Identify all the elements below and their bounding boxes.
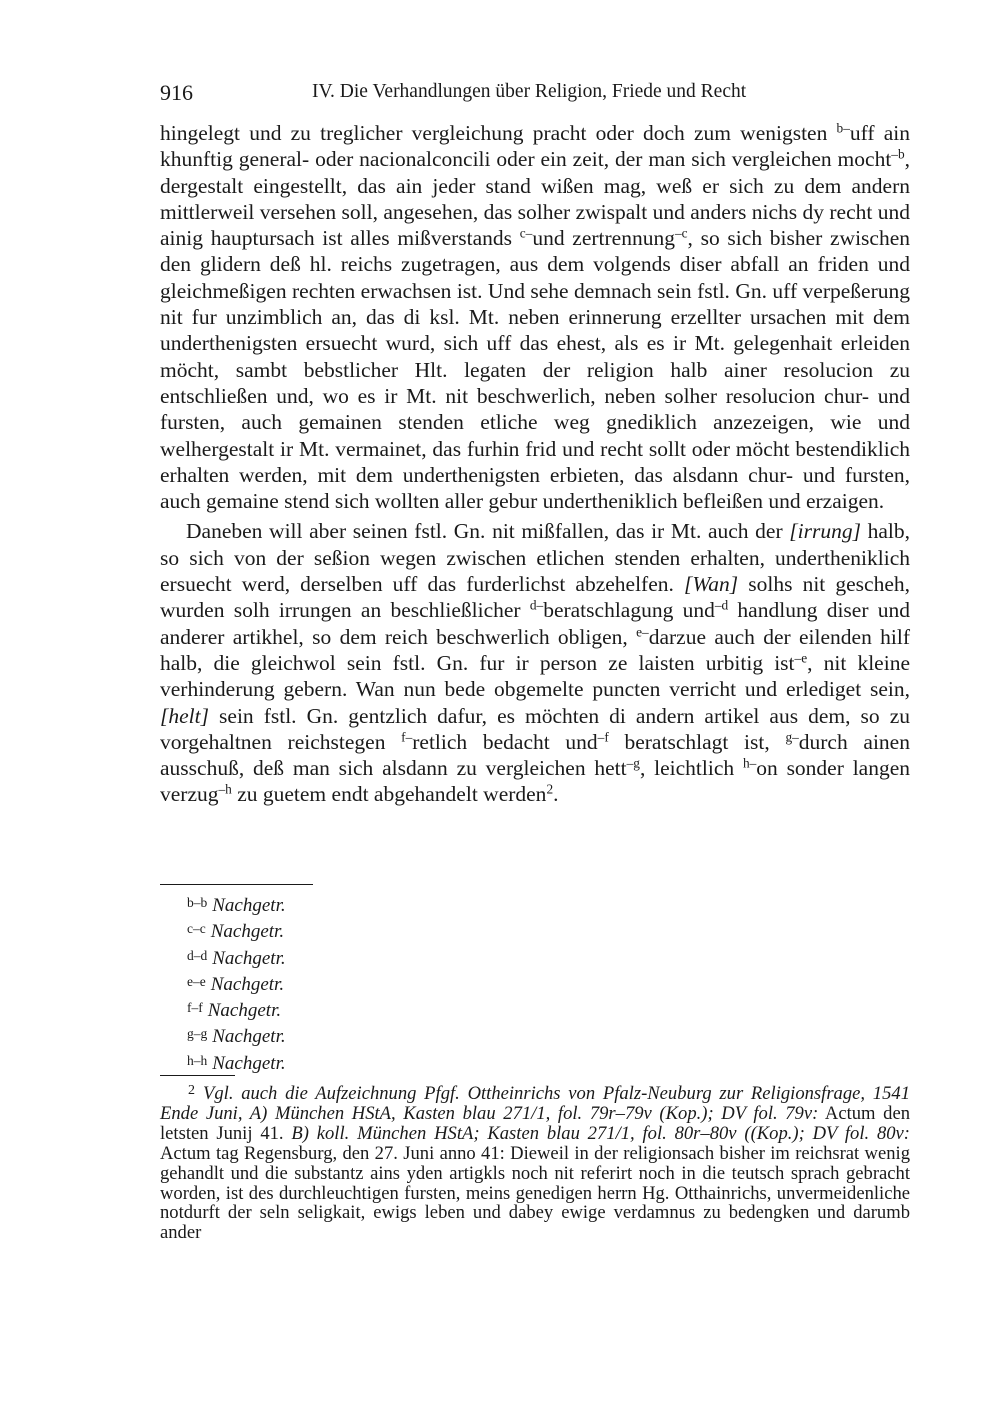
apparatus-marker: –c (674, 225, 688, 241)
note-mark: f–f (187, 1000, 203, 1016)
italic-text: Vgl. auch die Aufzeichnung Pfgf. Ottheinrichs von Pfalz-Neuburg zur Religionsfrage, 1541 Ende Juni, A) München HStA, Kasten blau 271/1, fol. 79r–79v (Kop.); DV fol. 79v: (160, 1083, 910, 1124)
textual-notes-rule (160, 884, 313, 885)
main-text (160, 120, 910, 808)
note-text: Nachgetr. (212, 1052, 286, 1074)
note-mark: d–d (187, 947, 208, 963)
text-run: beratschlagt ist, (608, 729, 786, 754)
apparatus-marker: –h (218, 782, 232, 798)
textual-note (160, 996, 460, 1022)
text-run: darzue auch der eilenden hilf halb, die gleichwol sein fstl. Gn. fur ir person ze laisten urbitig ist (160, 624, 911, 675)
note-mark: h–h (187, 1052, 208, 1068)
text-run: sein fstl. Gn. gentzlich dafur, es möchten di andern artikel aus dem, so zu vorgehaltnen reichstegen (160, 703, 910, 754)
text-run: uff ain khunftig general- oder nacionalconcili oder ein zeit, der man sich vergleichen mocht (160, 121, 910, 172)
italic-text: B) koll. München HStA; Kasten blau 271/1, fol. 80r–80v ((Kop.); DV fol. 80v: (291, 1122, 910, 1144)
body-paragraph-2 (160, 518, 910, 807)
apparatus-marker: –d (714, 598, 729, 614)
italic-text: [irrung] (789, 519, 861, 544)
apparatus-marker: 2 (546, 782, 554, 798)
page-number: 916 (160, 80, 193, 105)
apparatus-marker: b– (836, 120, 850, 136)
footnote-number: 2 (188, 1083, 195, 1098)
apparatus-marker: d– (529, 598, 544, 614)
text-run: solhs nit gescheh, wurden solh irrungen an beschließlicher (160, 572, 911, 623)
note-text: Nachgetr. (210, 921, 285, 943)
apparatus-marker: h– (742, 755, 757, 771)
italic-text: [Wan] (684, 572, 739, 597)
note-text: Nachgetr. (212, 895, 286, 916)
italic-text: [helt] (160, 703, 209, 728)
note-text: Nachgetr. (207, 1000, 282, 1022)
textual-note (160, 1022, 460, 1048)
running-title: IV. Die Verhandlungen über Religion, Friede und Recht (312, 81, 747, 102)
note-text: Nachgetr. (212, 1026, 286, 1048)
text-run: hingelegt und zu treglicher vergleichung pracht oder doch zum wenigsten (160, 121, 837, 145)
footnote-rule (160, 1075, 235, 1076)
text-run: Actum den letsten Junij 41. (160, 1102, 911, 1144)
apparatus-marker: –b (891, 146, 905, 162)
textual-note (160, 917, 460, 943)
text-run: , nit kleine verhinderung gebern. Wan nun bede obgemelte puncten verricht und erlediget sein, (160, 650, 910, 702)
text-run: on sonder langen verzug (160, 756, 911, 807)
note-text: Nachgetr. (212, 947, 286, 969)
note-text: Nachgetr. (210, 973, 285, 995)
text-run: durch ainen ausschuß, deß man sich alsdann zu vergleichen hett (160, 729, 910, 781)
textual-note (160, 970, 460, 996)
text-run: Actum tag Regensburg, den 27. Juni anno 41: Dieweil in der religionsach bisher im reichsrat wenig gehandlt und die substantz ains yden artigkls noch nit referirt noch in die teutsch sprach gebracht worden, ist des durchleuchtigen fursten, meins genedigen herrn Hg. Otthainrichs, unvermeidenliche notdurft der seln seligkait, ewigs leben und dabey ewige verdamnus zu bedengken und darumb ander (160, 1142, 910, 1244)
textual-note (160, 891, 460, 917)
text-run: zu guetem endt abgehandelt werden (231, 782, 547, 807)
text-run: Daneben will aber seinen fstl. Gn. nit mißfallen, das ir Mt. auch der (186, 519, 790, 544)
page-header (160, 80, 910, 108)
text-run: retlich bedacht und (412, 729, 598, 754)
apparatus-marker: c– (519, 225, 533, 241)
text-run: und zertrennung (532, 226, 675, 251)
textual-notes (160, 891, 460, 1075)
note-mark: e–e (187, 973, 206, 989)
text-run: , so sich bisher zwischen den glidern deß hl. reichs zugetragen, aus dem volgends diser abfall an friden und gleichmeßigen rechten erwachsen ist. Und sehe demnach sein fstl. Gn. uff verpeßerung nit fur unzimblich an, das di ksl. Mt. neben erinnerung erzellter ursachen mit dem underthenigsten ersuecht wurd, sich uff das ehest, als es ir Mt. gelegenhait erleiden möcht, sambt bebstlicher Hlt. legaten der religion halb ainer resolucion zu entschließen und, wo es ir Mt. nit beschwerlich, neben solher resolucion chur- und fursten, auch gemainen stenden etliche weg gnediklich anzezeigen, wie und welhergestalt ir Mt. vermainet, das furhin frid und recht sollt oder möcht bestendiklich erhalten werden, mit dem underthenigsten erbieten, das alsdann chur- und fursten, auch gemaine stend sich wollten aller gebur undertheniklich befleißen und erzaigen. (160, 226, 911, 514)
text-run: halb, so sich von der seßion wegen zwischen etlichen stenden erhalten, undertheniklich ersuecht werd, derselben uff das furderlichst abzehelfen. (160, 519, 910, 597)
apparatus-marker: –g (626, 755, 640, 771)
footnote-2 (160, 1081, 910, 1243)
note-mark: c–c (187, 921, 206, 937)
footnote-text (160, 1083, 910, 1243)
note-mark: g–g (187, 1026, 208, 1042)
text-run: , leichtlich (639, 756, 743, 781)
text-run: . (553, 782, 559, 807)
note-mark: b–b (187, 895, 208, 910)
body-paragraph-1 (160, 120, 910, 514)
text-run: beratschlagung und (543, 598, 715, 623)
apparatus-marker: –e (794, 650, 808, 666)
apparatus-marker: f– (401, 729, 413, 745)
text-run: handlung diser und anderer artikhel, so dem reich beschwerlich obligen, (160, 598, 910, 649)
apparatus-marker: –f (597, 729, 609, 745)
apparatus-marker: g– (785, 729, 799, 745)
textual-note (160, 944, 460, 970)
text-run: , dergestalt eingestellt, das ain jeder stand wißen mag, weß er sich zu dem andern mittlerweil versehen soll, angesehen, das solher zwispalt und anders nichs dy recht und ainig hauptursach ist alles mißverstands (160, 147, 910, 251)
apparatus-marker: e– (636, 624, 649, 640)
textual-note (160, 1049, 460, 1075)
